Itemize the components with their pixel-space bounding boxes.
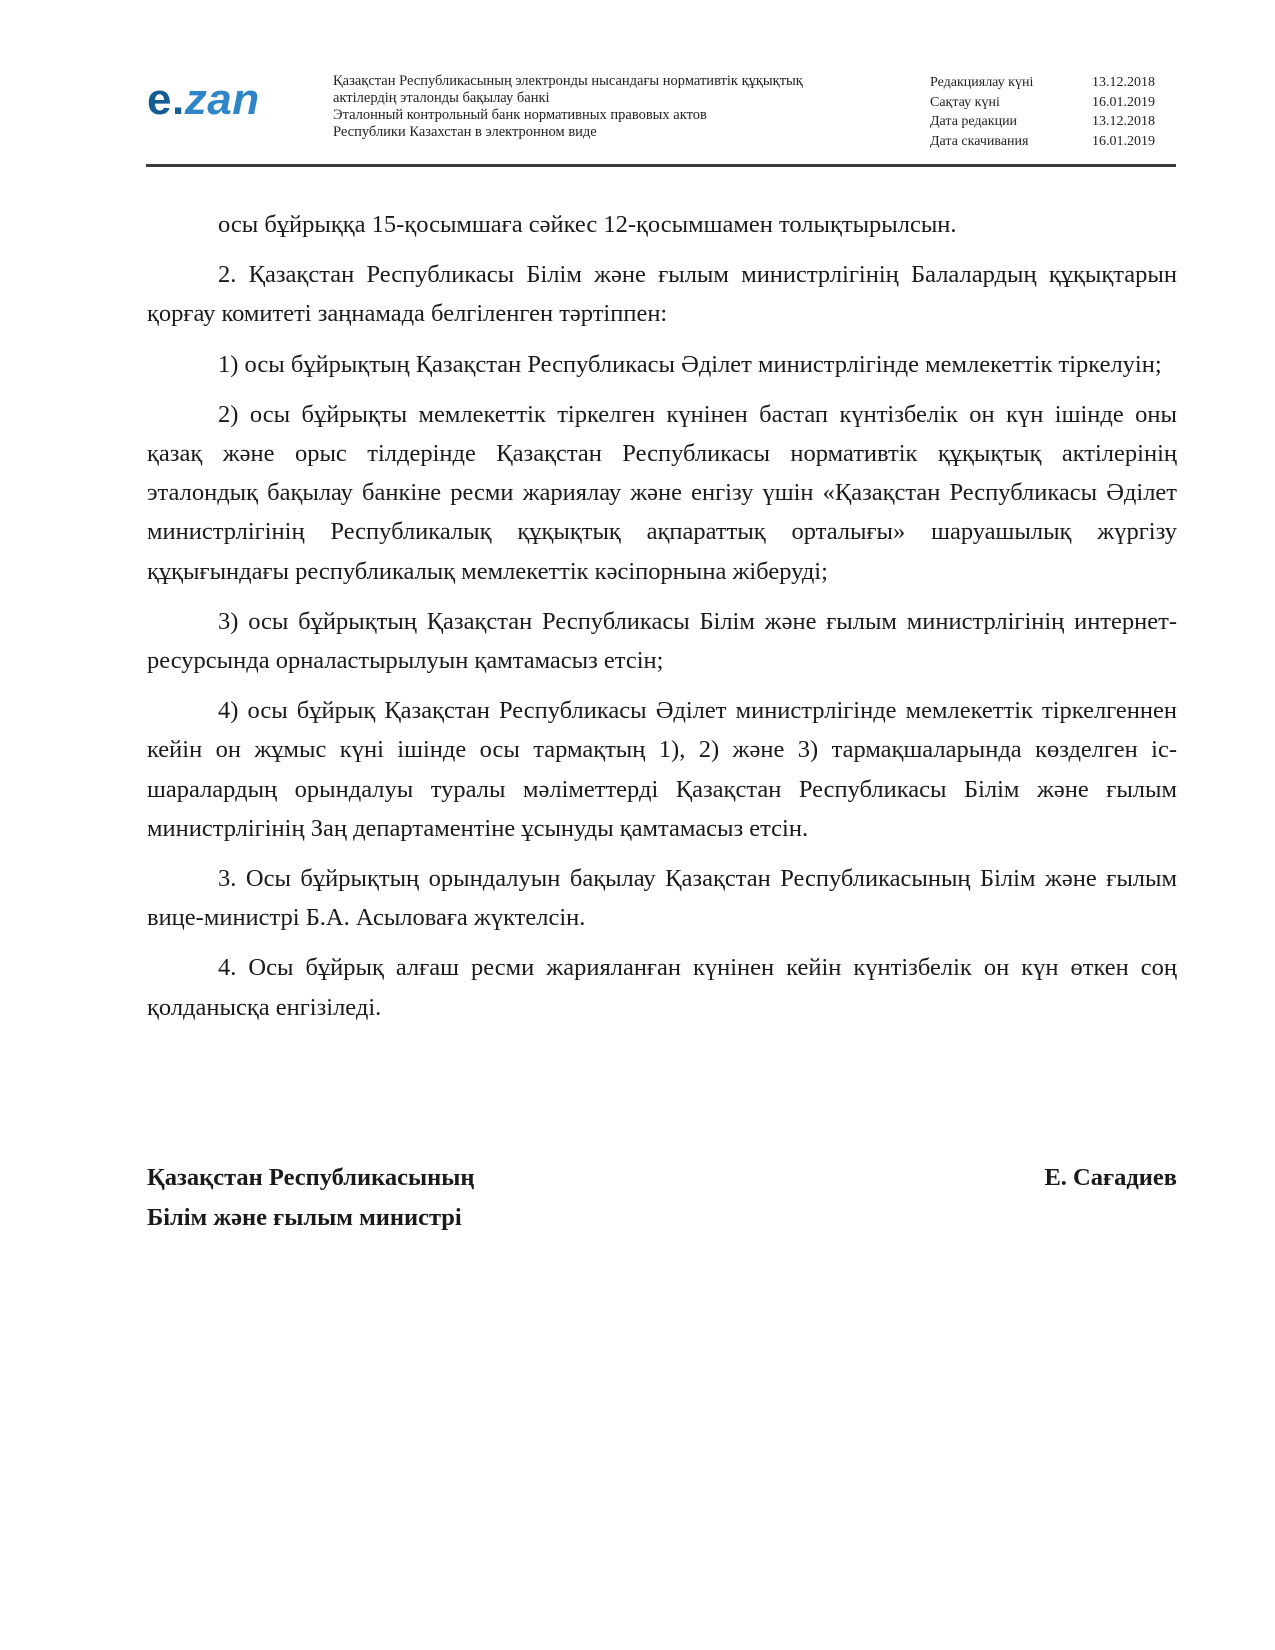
paragraph: 1) осы бұйрықтың Қазақстан Республикасы Әділет министрлігінде мемлекеттік тіркелуін;: [218, 350, 1162, 378]
document-dates: [930, 73, 1170, 151]
document-header: [0, 0, 1275, 170]
paragraph: 4. Осы бұйрық алғаш ресми жарияланған күнінен кейін күнтізбелік он күн өткен соң қолданысқа енгізіледі.: [147, 954, 1177, 1021]
meta-row-edit-date-ru: Дата редакции 13.12.2018: [930, 114, 1155, 129]
bank-title-line: актілердің эталонды бақылау банкі: [333, 90, 550, 106]
header-divider: [146, 164, 1176, 167]
bank-title-line: Республики Казахстан в электронном виде: [333, 124, 597, 140]
signatory-name: Е. Сағадиев: [1044, 1164, 1177, 1191]
document-body: [147, 205, 1177, 1038]
signatory-title: [147, 1158, 747, 1238]
paragraph: 3. Осы бұйрықтың орындалуын бақылау Қазақстан Республикасының Білім және ғылым вице-министрі Б.А. Асыловаға жүктелсін.: [147, 865, 1177, 932]
bank-title-line: Қазақстан Республикасының электронды нысандағы нормативтік құқықтық: [333, 73, 803, 89]
paragraph: 2. Қазақстан Республикасы Білім және ғылым министрлігінің Балалардың құқықтарын қорғау комитеті заңнамада белгіленген тәртіппен:: [147, 261, 1177, 328]
meta-row-save-date-kz: Сақтау күні 16.01.2019: [930, 94, 1155, 110]
bank-title: [333, 73, 893, 141]
paragraph: 2) осы бұйрықты мемлекеттік тіркелген күнінен бастап күнтізбелік он күн ішінде оны қазақ және орыс тілдерінде Қазақстан Республикасы нормативтік құқықтық актілерінің эталондық бақылау банкіне ресми жариялау және енгізу үшін «Қазақстан Республикасы Әділет министрлігінің Республикалық құқықтық ақпараттық орталығы» шаруашылық жүргізу құқығындағы республикалық мемлекеттік кәсіпорнына жіберуді;: [147, 400, 1177, 585]
ezan-logo: e.zan: [147, 75, 260, 124]
bank-title-line: Эталонный контрольный банк нормативных правовых актов: [333, 107, 707, 123]
paragraph: осы бұйрыққа 15-қосымшаға сәйкес 12-қосымшамен толықтырылсын.: [218, 211, 957, 238]
paragraph: 4) осы бұйрық Қазақстан Республикасы Әділет министрлігінде мемлекеттік тіркелгеннен кейін он жұмыс күні ішінде осы тармақтың 1), 2) және 3) тармақшаларында көзделген іс-шаралардың орындалуы туралы мәліметтерді Қазақстан Республикасы Білім және ғылым министрлігінің Заң департаментіне ұсынуды қамтамасыз етсін.: [147, 697, 1177, 842]
meta-row-download-date-ru: Дата скачивания 16.01.2019: [930, 133, 1155, 149]
paragraph: 3) осы бұйрықтың Қазақстан Республикасы Білім және ғылым министрлігінің интернет-ресурсында орналастырылуын қамтамасыз етсін;: [147, 607, 1177, 675]
signatory-title-line: Білім және ғылым министрі: [147, 1204, 462, 1231]
signatory-title-line: Қазақстан Республикасының: [147, 1164, 475, 1191]
meta-row-edit-date-kz: Редакциялау күні 13.12.2018: [930, 75, 1155, 90]
